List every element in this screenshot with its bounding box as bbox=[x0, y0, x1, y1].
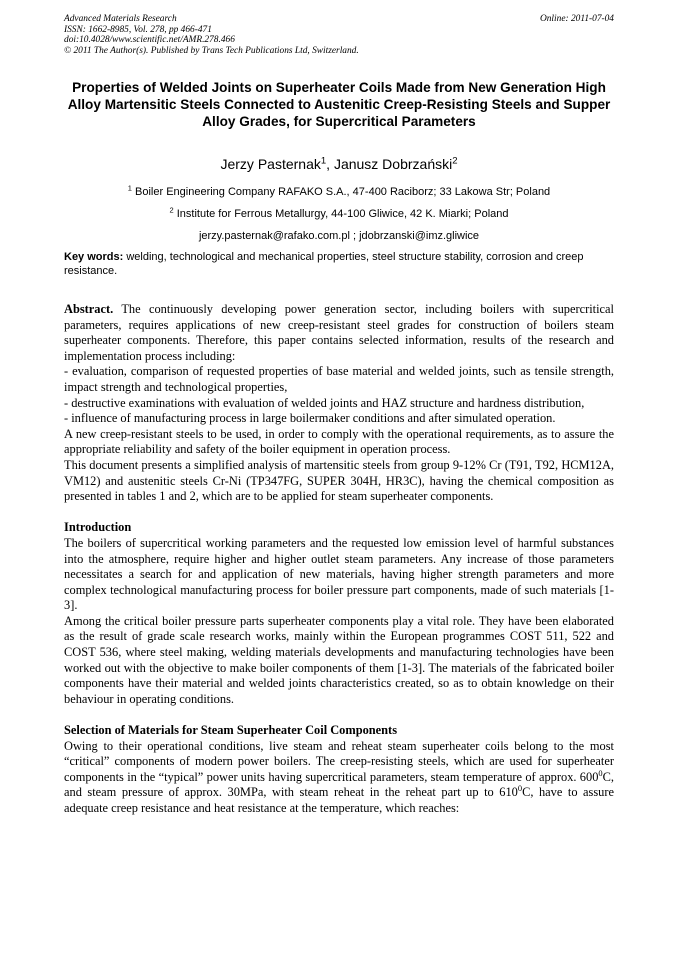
abstract-bullet: - destructive examinations with evaluation of welded joints and HAZ structure and hardness distribution, bbox=[64, 395, 585, 410]
author-name: Janusz Dobrzański bbox=[333, 156, 453, 172]
affiliation-text: Boiler Engineering Company RAFAKO S.A., 47-400 Raciborz; 33 Lakowa Str; Poland bbox=[135, 186, 551, 198]
abstract-section bbox=[64, 302, 614, 817]
affiliation-2 bbox=[64, 205, 614, 221]
abstract-paragraph: Abstract. The continuously developing power generation sector, including boilers with supercritical parameters, requires applications of new creep-resistant steel grades for construction of boilers steam superheater components. Therefore, this paper contains selected information, results of the research and implementation process including: bbox=[64, 302, 614, 363]
introduction-paragraph: The boilers of supercritical working parameters and the requested low emission level of harmful substances into the atmosphere, require higher and higher outlet steam parameters. Any increase of those parameters necessitates a search for and application of new materials, having higher strength parameters and more complex technological manufacturing process for boiler pressure part components, made of such materials [1-3]. bbox=[64, 535, 614, 613]
paper-title: Properties of Welded Joints on Superheater Coils Made from New Generation High Alloy Martensitic Steels Connected to Austenitic Creep-Resisting Steels and Supper Alloy Grades, for Supercritical Parameters bbox=[67, 80, 611, 130]
online-date: Online: 2011-07-04 bbox=[539, 14, 614, 24]
section-heading-introduction: Introduction bbox=[64, 520, 132, 535]
affiliation-1 bbox=[64, 183, 614, 199]
abstract-paragraph: This document presents a simplified analysis of martensitic steels from group 9-12% Cr (T91, T92, HCM12A, VM12) and austenitic steels Cr-Ni (TP347FG, SUPER 304H, HR3C), having the chemical composition as presented in tables 1 and 2, which are to be applied for steam superheater components. bbox=[64, 457, 614, 504]
keywords-text: welding, technological and mechanical properties, steel structure stability, corrosion and creep resistance. bbox=[64, 251, 584, 277]
abstract-bullet: - influence of manufacturing process in large boilermaker conditions and after simulated operation. bbox=[64, 411, 556, 426]
journal-issn: ISSN: 1662-8985, Vol. 278, pp 466-471 bbox=[64, 24, 212, 35]
affiliation-mark: 1 bbox=[127, 183, 132, 193]
author-emails: jerzy.pasternak@rafako.com.pl ; jdobrzanski@imz.gliwice bbox=[198, 230, 480, 242]
introduction-paragraph: Among the critical boiler pressure parts superheater components play a vital role. They have been elaborated as the result of grade scale research works, mainly within the European programmes COST 511, 522 and COST 536, where steel making, welding materials developments and manufacturing technologies have been worked out with the objective to make boiler components of them [1-3]. The materials of the fabricated boiler components have their material and welded joints characteristics created, so as to obtain knowledge on their behaviour in operating conditions. bbox=[64, 613, 614, 706]
journal-copyright: © 2011 The Author(s). Published by Trans Tech Publications Ltd, Switzerland. bbox=[64, 45, 359, 56]
keywords-label: Key words: bbox=[64, 251, 124, 263]
journal-name: Advanced Materials Research bbox=[64, 14, 177, 24]
selection-paragraph: Owing to their operational conditions, live steam and reheat steam superheater coils belong to the most “critical” components of modern power boilers. The creep-resisting steels, which are used for superheater components in the “typical” power units having supercritical parameters, steam temperature of approx. $600^0C$, and steam pressure of approx. 30MPa, with steam reheat in the reheat part up to $610^0C$, have to assure adequate creep resistance and heat resistance at the temperature, which reaches: bbox=[64, 738, 615, 815]
keywords bbox=[64, 251, 614, 279]
author-separator: , bbox=[326, 156, 334, 172]
abstract-paragraph: A new creep-resistant steels to be used, in order to comply with the operational requirements, as to assure the appropriate reliability and safety of the boiler equipment in operation process. bbox=[64, 426, 614, 457]
affiliation-text: Institute for Ferrous Metallurgy, 44-100 Gliwice, 42 K. Miarki; Poland bbox=[176, 208, 509, 220]
author-name: Jerzy Pasternak bbox=[220, 156, 321, 172]
abstract-bullet: - evaluation, comparison of requested properties of base material and welded joints, such as tensile strength, impact strength and technological properties, bbox=[64, 364, 614, 394]
journal-header bbox=[64, 14, 504, 56]
author-line bbox=[64, 155, 614, 173]
journal-doi: doi:10.4028/www.scientific.net/AMR.278.466 bbox=[64, 35, 235, 46]
section-heading-selection: Selection of Materials for Steam Superheater Coil Components bbox=[64, 723, 398, 738]
author-affiliation-mark: 2 bbox=[452, 155, 458, 167]
affiliation-mark: 2 bbox=[169, 205, 174, 215]
abstract-label: Abstract. bbox=[64, 302, 114, 316]
author-affiliation-mark: 1 bbox=[320, 155, 327, 167]
